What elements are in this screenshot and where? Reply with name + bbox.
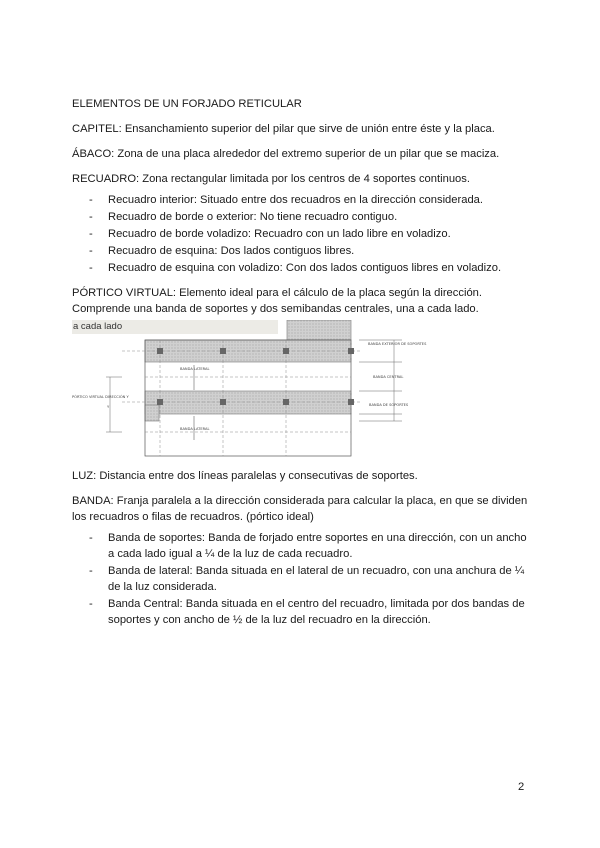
banda-definition: BANDA: Franja paralela a la dirección considerada para calcular la placa, en que se dividen los recuadros o filas de recuadros. (pórtico ideal)	[72, 495, 528, 523]
label-axis-y: Y	[107, 405, 110, 409]
label-banda-central: BANDA CENTRAL	[373, 375, 404, 379]
banda-list	[72, 530, 532, 628]
list-item: - Recuadro interior: Situado entre dos recuadros en la dirección considerada.	[72, 192, 532, 208]
support-band	[145, 391, 351, 414]
portico-diagram	[72, 320, 439, 458]
portico-line-1: PÓRTICO VIRTUAL: Elemento ideal para el cálculo de la placa según la dirección.	[72, 287, 483, 299]
label-banda-lateral-bottom: BANDA LATERAL	[180, 427, 210, 431]
recuadro-list	[72, 192, 532, 276]
portico-definition	[72, 285, 532, 317]
label-banda-exterior: BANDA EXTERIOR DE SOPORTES	[368, 342, 427, 346]
list-item: - Banda de lateral: Banda situada en el lateral de un recuadro, con una anchura de ¼ de la luz considerada.	[72, 563, 532, 595]
list-item: - Banda de soportes: Banda de forjado entre soportes en una dirección, con un ancho a cada lado igual a ¼ de la luz de cada recuadro.	[72, 530, 532, 562]
list-item: - Recuadro de esquina con voladizo: Con dos lados contiguos libres en voladizo.	[72, 260, 532, 276]
label-portico-virtual: PÓRTICO VIRTUAL DIRECCIÓN Y	[72, 395, 129, 399]
page-number: 2	[518, 781, 525, 793]
label-banda-lateral-top: BANDA LATERAL	[180, 367, 210, 371]
portico-line-2: Comprende una banda de soportes y dos semibandas centrales, una a cada lado.	[72, 303, 479, 315]
top-block	[287, 320, 351, 340]
list-item: - Recuadro de borde voladizo: Recuadro con un lado libre en voladizo.	[72, 226, 532, 242]
label-banda-soportes: BANDA DE SOPORTES	[369, 403, 409, 407]
list-item: - Recuadro de esquina: Dos lados contiguos libres.	[72, 243, 532, 259]
left-protrusion	[145, 405, 159, 421]
recuadro-definition: RECUADRO: Zona rectangular limitada por los centros de 4 soportes continuos.	[72, 173, 470, 185]
section-title: ELEMENTOS DE UN FORJADO RETICULAR	[72, 98, 302, 110]
capitel-definition: CAPITEL: Ensanchamiento superior del pilar que sirve de unión entre éste y la placa.	[72, 123, 495, 135]
list-item: - Banda Central: Banda situada en el centro del recuadro, limitada por dos bandas de soportes y con ancho de ½ de la luz del recuadro en la dirección.	[72, 596, 532, 628]
figure-caption: a cada lado	[73, 321, 123, 332]
abaco-definition: ÁBACO: Zona de una placa alrededor del extremo superior de un pilar que se maciza.	[72, 148, 500, 160]
document-body	[72, 96, 532, 637]
list-item: - Recuadro de borde o exterior: No tiene recuadro contiguo.	[72, 209, 532, 225]
luz-definition: LUZ: Distancia entre dos líneas paralelas y consecutivas de soportes.	[72, 470, 418, 482]
diagram-svg	[72, 320, 439, 458]
